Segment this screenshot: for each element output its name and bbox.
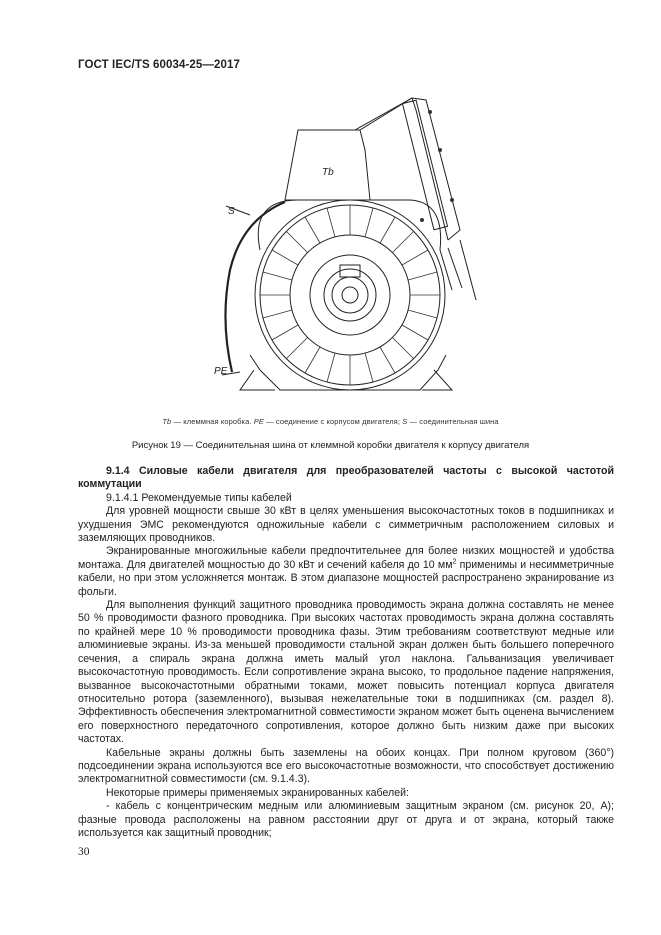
label-pe: PE [214, 366, 228, 377]
label-tb: Tb [322, 167, 334, 178]
paragraph-4: Кабельные экраны должны быть заземлены на обоих концах. При полном круговом (360°) подсоединении экрана используются все его высокочастотные возможности, что способствует достижению электромагнитной совместимости (см. 9.1.4.3). [78, 746, 614, 786]
document-header: ГОСТ IEC/TS 60034-25—2017 [78, 59, 240, 71]
legend-tb-text: — клеммная коробка. [171, 417, 254, 426]
legend-pe-text: — соединение с корпусом двигателя; [263, 417, 403, 426]
legend-s-text: — соединительная шина [407, 417, 499, 426]
superscript: 2 [452, 558, 457, 566]
page-number: 30 [78, 846, 90, 858]
motor-drawing [190, 90, 510, 410]
subsection-title: 9.1.4.1 Рекомендуемые типы кабелей [106, 491, 292, 504]
label-s: S [228, 206, 235, 217]
paragraph-2 [78, 545, 614, 599]
figure-caption: Рисунок 19 — Соединительная шина от клеммной коробки двигателя к корпусу двигателя [131, 440, 530, 451]
figure-legend [0, 417, 661, 426]
paragraph-2-start: Экранированные многожильные кабели предпочтительнее для более низких мощностей и удобства монтажа. Для двигателей мощностью до 30 кВт и сечений кабеля до 10 мм [78, 545, 614, 571]
legend-pe-symbol: PE [253, 417, 264, 426]
section-body [78, 465, 614, 840]
paragraph-3: Для выполнения функций защитного проводника проводимость экрана должна составлять не менее 50 % проводимости фазного проводника. При высоких частотах проводимость экрана должна составлять по крайней мере 10 % проводимости проводника фазы. Этим требованиям соответствуют медные или алюминиевые экраны. Из-за меньшей проводимости стальной экран должен быть большего поперечного сечения, а спираль экрана должна иметь малый угол наклона. Гальванизация увеличивает высокочастотную проводимость. Если сопротивление экрана высоко, то продольное падение напряжения, вызванное высокочастотными обратными токами, может повысить потенциал корпуса двигателя относительно ротора (заземленного), вызывая нежелательные токи в подшипниках (см. раздел 8). Эффективность обеспечения электромагнитной совместимости экраном может быть оценена вычислением его поверхностного передаточного сопротивления, которое должно быть низким даже при высоких частотах. [78, 599, 614, 746]
paragraph-2-end: применимы и несимметричные кабели, но при этом усложняется монтаж. В этом диапазоне мощностей распространено экранирование из фольги. [78, 558, 614, 598]
paragraph-1: Для уровней мощности свыше 30 кВт в целях уменьшения высокочастотных токов в подшипниках и ухудшения ЭМС рекомендуются одножильные кабели с симметричным расположением силовых и заземляющих проводников. [78, 505, 614, 545]
legend-s-symbol: S [402, 417, 408, 426]
motor-figure [190, 90, 510, 410]
paragraph-5: Некоторые примеры применяемых экранированных кабелей: [106, 786, 409, 799]
section-heading: 9.1.4 Силовые кабели двигателя для преобразователей частоты с высокой частотой коммутации [78, 465, 614, 491]
paragraph-6: - кабель с концентрическим медным или алюминиевым защитным экраном (см. рисунок 20, А); фазные провода расположены на равном расстоянии друг от друга и от экрана, который также используется как защитный проводник; [78, 800, 614, 839]
legend-tb-symbol: Tb [162, 417, 172, 426]
